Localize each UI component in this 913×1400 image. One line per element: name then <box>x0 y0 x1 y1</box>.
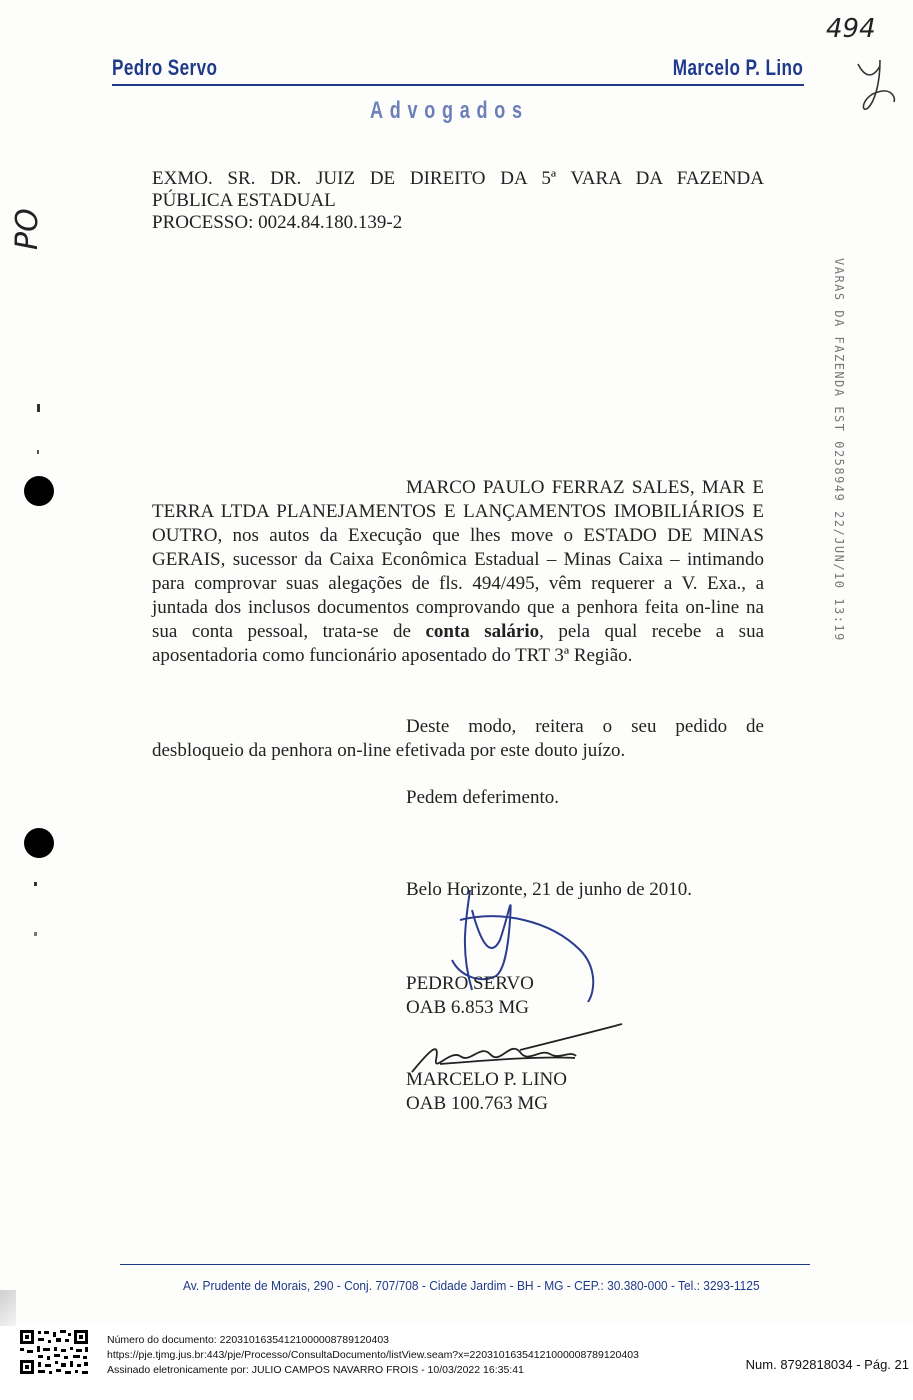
footer-address: Av. Prudente de Morais, 290 - Conj. 707/708 - Cidade Jardim - BH - MG - CEP.: 30.380-000 - Tel.: 3293-1125 <box>183 1278 760 1293</box>
letterhead-rule <box>112 84 804 86</box>
handwritten-rubric: PO <box>10 208 45 250</box>
handwritten-page-number: 494 <box>826 14 876 44</box>
margin-mark <box>37 404 40 412</box>
page-edge <box>0 1290 16 1326</box>
document-url[interactable]: https://pje.tjmg.jus.br:443/pje/Processo/ConsultaDocumento/listView.seam?x=22031016354121000008789120403 <box>107 1349 639 1361</box>
document-number: Número do documento: 22031016354121000008789120403 <box>107 1334 389 1346</box>
qr-code-icon <box>18 1328 90 1376</box>
body-paragraph-1 <box>152 476 764 668</box>
body-paragraph-1-text: MARCO PAULO FERRAZ SALES, MAR E TERRA LTDA PLANEJAMENTOS E LANÇAMENTOS IMOBILIÁRIOS E OUTRO, nos autos da Execução que lhes move o ESTADO DE MINAS GERAIS, sucessor da Caixa Econômica Estadual – Minas Caixa – intimando para comprovar suas alegações de fls. 494/495, vêm requerer a V. Exa., a juntada dos inclusos documentos comprovando que a penhora feita on-line na sua conta pessoal, trata-se de <box>152 477 764 642</box>
signature-1-name: PEDRO SERVO <box>406 973 534 994</box>
signature-1-oab: OAB 6.853 MG <box>406 997 529 1018</box>
punch-hole <box>24 476 54 506</box>
margin-mark <box>37 450 39 454</box>
handwritten-initial-mark <box>850 46 900 116</box>
margin-mark <box>34 882 37 886</box>
signature-2-oab: OAB 100.763 MG <box>406 1093 548 1114</box>
addressee-line-1: EXMO. SR. DR. JUIZ DE DIREITO DA 5ª VARA DA FAZENDA <box>152 168 764 189</box>
addressee-line-2: PÚBLICA ESTADUAL <box>152 190 336 211</box>
letterhead-left-name: Pedro Servo <box>112 55 218 80</box>
page-number-label: Num. 8792818034 - Pág. 21 <box>745 1357 909 1372</box>
letterhead-right-name: Marcelo P. Lino <box>672 55 803 80</box>
letterhead-subtitle: Advogados <box>370 97 529 124</box>
electronic-signature: Assinado eletronicamente por: JULIO CAMPOS NAVARRO FROIS - 10/03/2022 16:35:41 <box>107 1364 524 1376</box>
punch-hole <box>24 828 54 858</box>
body-paragraph-1-text-end: , pela qual recebe a sua aposentadoria como funcionário aposentado do TRT 3ª Região. <box>152 621 764 666</box>
body-paragraph-2: Deste modo, reitera o seu pedido de desbloqueio da penhora on-line efetivada por este douto juízo. <box>152 716 764 761</box>
closing-text: Pedem deferimento. <box>406 787 560 808</box>
footer-rule <box>120 1264 810 1265</box>
place-date: Belo Horizonte, 21 de junho de 2010. <box>406 879 693 900</box>
process-number: PROCESSO: 0024.84.180.139-2 <box>152 212 403 233</box>
protocol-stamp: VARAS DA FAZENDA EST 0258949 22/JUN/10 13:19 <box>832 258 846 642</box>
body-paragraph-1-bold: conta salário <box>425 621 540 642</box>
signature-2-name: MARCELO P. LINO <box>406 1069 567 1090</box>
margin-mark <box>34 932 37 936</box>
